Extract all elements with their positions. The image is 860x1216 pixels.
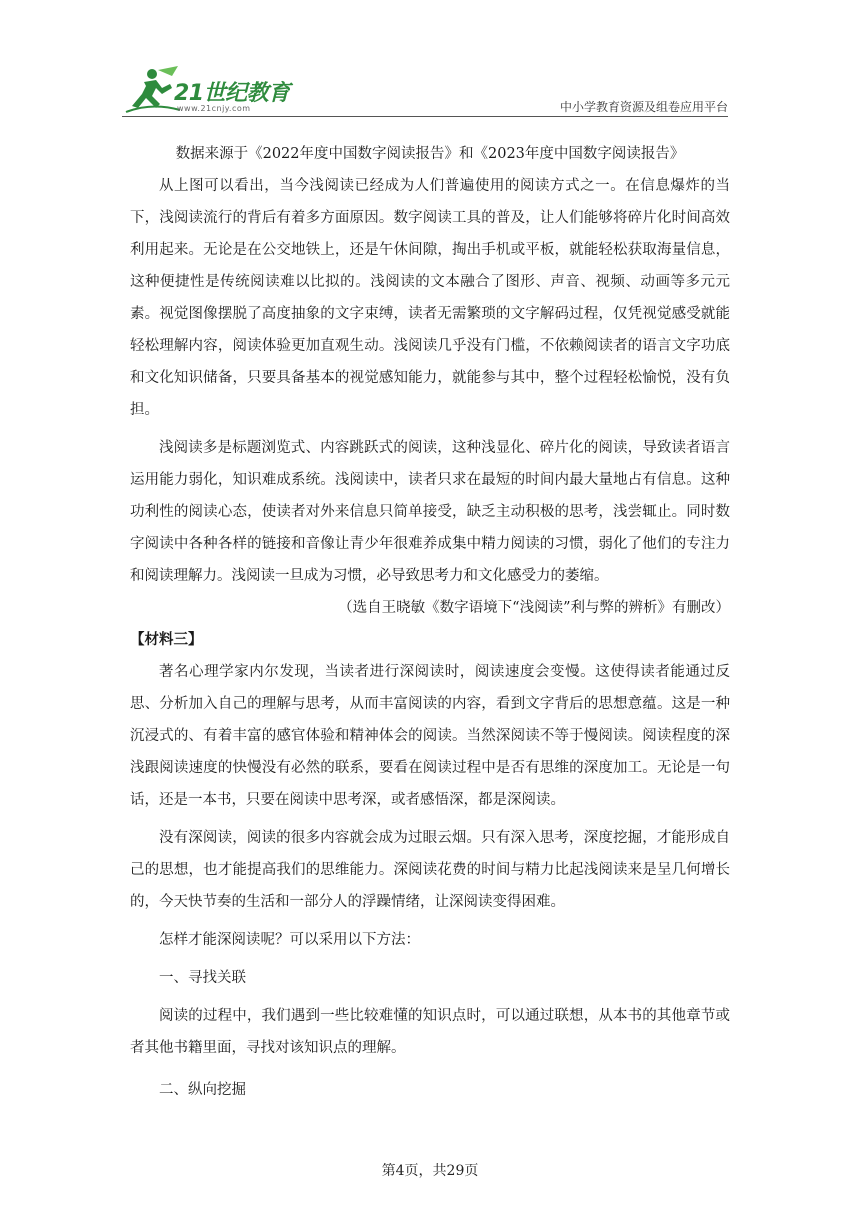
paragraph: 浅阅读多是标题浏览式、内容跳跃式的阅读，这种浅显化、碎片化的阅读，导致读者语言运用能力弱化，知识难成系统。浅阅读中，读者只求在最短的时间内最大量地占有信息。这种功利性的阅读心态，使读者对外来信息只简单接受，缺乏主动积极的思考，浅尝辄止。同时数字阅读中各种各样的链接和音像让青少年很难养成集中精力阅读的习惯，弱化了他们的专注力和阅读理解力。浅阅读一旦成为习惯，必导致思考力和文化感受力的萎缩。 xyxy=(130,440,730,584)
logo-url: www.21cnjy.com xyxy=(177,104,251,113)
citation: （选自王晓敏《数字语境下“浅阅读”利与弊的辨析》有删改） xyxy=(338,600,730,616)
logo-text: 21世纪教育 xyxy=(174,81,290,106)
header-divider xyxy=(122,116,728,117)
paragraph: 没有深阅读，阅读的很多内容就会成为过眼云烟。只有深入思考，深度挖掘，才能形成自己的思想，也才能提高我们的思维能力。深阅读花费的时间与精力比起浅阅读来是呈几何增长的，今天快节奏的生活和一部分人的浮躁情绪，让深阅读变得困难。 xyxy=(130,830,730,910)
method-heading: 一、寻找关联 xyxy=(159,970,246,986)
runner-logo-icon xyxy=(122,64,182,116)
paragraph: 著名心理学家内尔发现，当读者进行深阅读时，阅读速度会变慢。这使得读者能通过反思、分析加入自己的理解与思考，从而丰富阅读的内容，看到文字背后的思想意蕴。这是一种沉浸式的、有着丰富的感官体验和精神体会的阅读。当然深阅读不等于慢阅读。阅读程度的深浅跟阅读速度的快慢没有必然的联系，要看在阅读过程中是否有思维的深度加工。无论是一句话，还是一本书，只要在阅读中思考深，或者感悟深，都是深阅读。 xyxy=(130,664,730,808)
page-header xyxy=(122,64,728,116)
section-heading-material-3: 【材料三】 xyxy=(130,631,203,648)
page-number: 第4页，共29页 xyxy=(381,1163,479,1179)
method-heading: 二、纵向挖掘 xyxy=(159,1082,246,1098)
paragraph: 从上图可以看出，当今浅阅读已经成为人们普遍使用的阅读方式之一。在信息爆炸的当下，浅阅读流行的背后有着多方面原因。数字阅读工具的普及，让人们能够将碎片化时间高效利用起来。无论是在公交地铁上，还是午休间隙，掏出手机或平板，就能轻松获取海量信息，这种便捷性是传统阅读难以比拟的。浅阅读的文本融合了图形、声音、视频、动画等多元元素。视觉图像摆脱了高度抽象的文字束缚，读者无需繁琐的文字解码过程，仅凭视觉感受就能轻松理解内容，阅读体验更加直观生动。浅阅读几乎没有门槛，不依赖阅读者的语言文字功底和文化知识储备，只要具备基本的视觉感知能力，就能参与其中，整个过程轻松愉悦，没有负担。 xyxy=(130,178,730,418)
paragraph: 怎样才能深阅读呢？可以采用以下方法： xyxy=(159,932,420,948)
platform-name: 中小学教育资源及组卷应用平台 xyxy=(559,100,728,114)
document-body xyxy=(130,138,730,1106)
logo xyxy=(122,64,302,116)
source-note: 数据来源于《2022年度中国数字阅读报告》和《2023年度中国数字阅读报告》 xyxy=(175,146,685,162)
paragraph: 阅读的过程中，我们遇到一些比较难懂的知识点时，可以通过联想，从本书的其他章节或者其他书籍里面，寻找对该知识点的理解。 xyxy=(130,1008,730,1056)
